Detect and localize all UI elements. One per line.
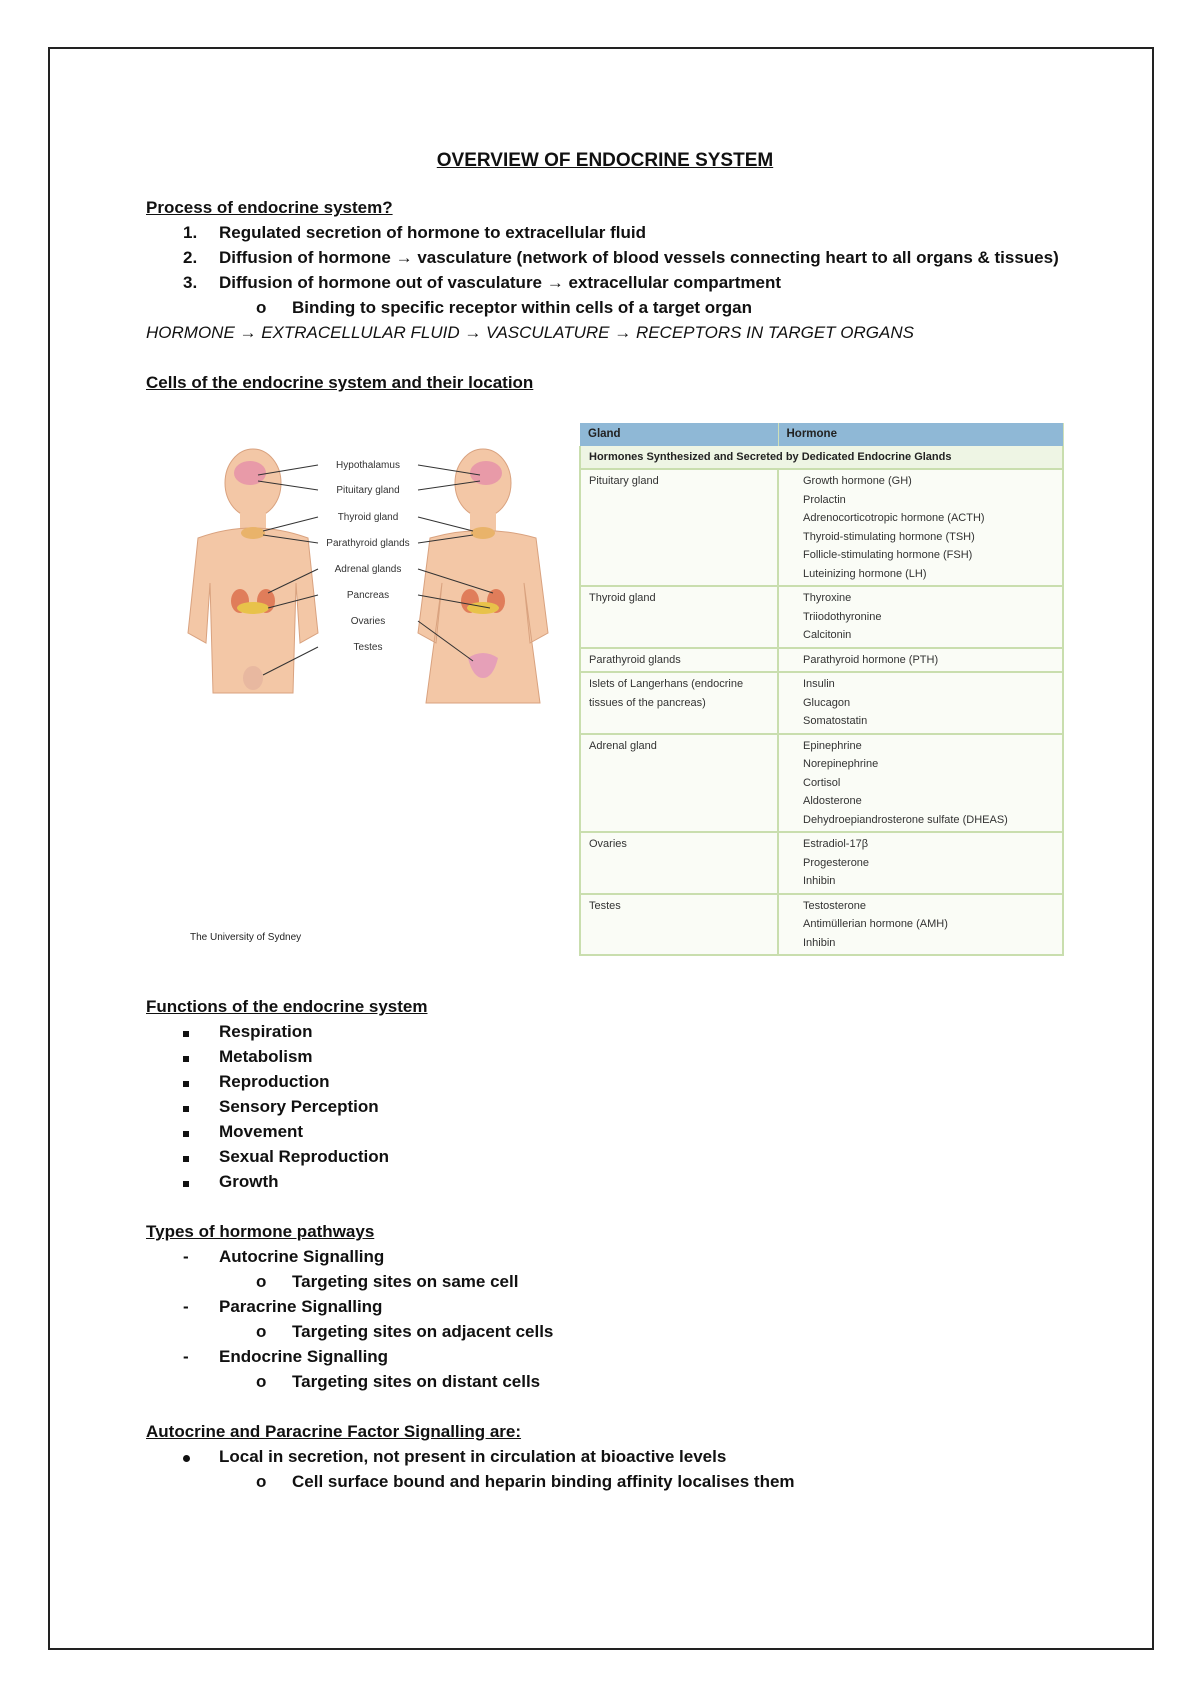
label-parathyroid: Parathyroid glands xyxy=(326,538,410,549)
bullet-square-icon xyxy=(183,1181,189,1187)
list-number: 1. xyxy=(183,223,198,242)
list-item xyxy=(146,1094,1096,1119)
list-text: Growth xyxy=(219,1172,279,1191)
list-text: Binding to specific receptor within cells of a target organ xyxy=(292,298,753,317)
pathways-list xyxy=(146,1244,1096,1394)
bullet-square-icon xyxy=(183,1056,189,1062)
list-item xyxy=(146,1019,1096,1044)
table-row xyxy=(580,648,1063,673)
bullet-dot-icon xyxy=(183,1455,190,1462)
list-item xyxy=(146,1069,1096,1094)
list-text: Endocrine Signalling xyxy=(219,1347,389,1366)
factor-heading: Autocrine and Paracrine Factor Signalling are: xyxy=(146,1422,522,1441)
sub-list-item xyxy=(146,295,1096,320)
page-title: OVERVIEW OF ENDOCRINE SYSTEM xyxy=(436,150,774,171)
col-gland-header: Gland xyxy=(580,423,778,446)
hormone-cell: Epinephrine Norepinephrine Cortisol Aldosterone Dehydroepiandrosterone sulfate (DHEAS) xyxy=(778,734,1063,833)
table-row xyxy=(580,469,1063,586)
sub-marker: o xyxy=(256,1372,267,1391)
gland-cell: Parathyroid glands xyxy=(580,648,778,673)
list-text: Sensory Perception xyxy=(219,1097,379,1116)
list-text: Sexual Reproduction xyxy=(219,1147,390,1166)
dash-marker: - xyxy=(183,1347,189,1366)
table-group-row xyxy=(580,446,1063,470)
figure-credit: The University of Sydney xyxy=(190,932,302,943)
list-item xyxy=(146,270,1096,295)
pathways-section xyxy=(146,1219,1096,1394)
process-section xyxy=(146,195,1096,345)
list-number: 2. xyxy=(183,248,198,267)
gland-cell: Islets of Langerhans (endocrine tissues of the pancreas) xyxy=(580,672,778,734)
list-text: Regulated secretion of hormone to extracellular fluid xyxy=(219,223,646,242)
col-hormone-header: Hormone xyxy=(778,423,1063,446)
dash-marker: - xyxy=(183,1247,189,1266)
hormone-cell: Estradiol-17β Progesterone Inhibin xyxy=(778,832,1063,894)
table-row xyxy=(580,734,1063,833)
anatomy-figure xyxy=(168,443,568,733)
list-item xyxy=(146,220,1096,245)
label-testes: Testes xyxy=(353,642,383,653)
sub-list-item xyxy=(146,1319,1096,1344)
bullet-square-icon xyxy=(183,1106,189,1112)
list-text: Autocrine Signalling xyxy=(219,1247,385,1266)
table-row xyxy=(580,894,1063,956)
hormone-cell: Thyroxine Triiodothyronine Calcitonin xyxy=(778,586,1063,648)
gland-cell: Pituitary gland xyxy=(580,469,778,586)
sub-marker: o xyxy=(256,1272,267,1291)
list-text: Respiration xyxy=(219,1022,313,1041)
sub-marker: o xyxy=(256,298,267,317)
document-body xyxy=(146,148,1096,1519)
list-item xyxy=(146,1444,1096,1469)
list-text: Paracrine Signalling xyxy=(219,1297,383,1316)
gland-cell: Adrenal gland xyxy=(580,734,778,833)
gland-cell: Thyroid gland xyxy=(580,586,778,648)
label-ovaries: Ovaries xyxy=(350,616,386,627)
table-header-row xyxy=(580,423,1063,446)
list-item xyxy=(146,1344,1096,1369)
list-text: Targeting sites on distant cells xyxy=(292,1372,541,1391)
label-adrenal: Adrenal glands xyxy=(334,564,402,575)
table-row xyxy=(580,672,1063,734)
list-item xyxy=(146,1294,1096,1319)
hormone-cell: Testosterone Antimüllerian hormone (AMH) Inhibin xyxy=(778,894,1063,956)
list-text: Diffusion of hormone → vasculature (network of blood vessels connecting heart to all organs & tissues) xyxy=(219,248,1059,267)
cells-heading: Cells of the endocrine system and their location xyxy=(146,373,534,392)
list-text: Reproduction xyxy=(219,1072,330,1091)
functions-list xyxy=(146,1019,1096,1194)
functions-section xyxy=(146,994,1096,1194)
sub-marker: o xyxy=(256,1322,267,1341)
list-item xyxy=(146,245,1096,270)
list-text: Targeting sites on adjacent cells xyxy=(292,1322,554,1341)
list-text: Movement xyxy=(219,1122,304,1141)
list-item xyxy=(146,1244,1096,1269)
bullet-square-icon xyxy=(183,1081,189,1087)
pathways-heading: Types of hormone pathways xyxy=(146,1222,375,1241)
sub-list-item xyxy=(146,1369,1096,1394)
functions-heading: Functions of the endocrine system xyxy=(146,997,428,1016)
list-text: Local in secretion, not present in circulation at bioactive levels xyxy=(219,1447,727,1466)
gland-cell: Ovaries xyxy=(580,832,778,894)
list-item xyxy=(146,1169,1096,1194)
list-item xyxy=(146,1119,1096,1144)
flow-summary: HORMONE → EXTRACELLULAR FLUID → VASCULATURE → RECEPTORS IN TARGET ORGANS xyxy=(146,323,914,342)
gland-cell: Testes xyxy=(580,894,778,956)
hormone-table xyxy=(579,423,1064,956)
sub-list-item xyxy=(146,1269,1096,1294)
bullet-square-icon xyxy=(183,1131,189,1137)
cells-section xyxy=(146,370,1096,986)
label-pituitary: Pituitary gland xyxy=(336,485,400,496)
hormone-cell: Parathyroid hormone (PTH) xyxy=(778,648,1063,673)
dash-marker: - xyxy=(183,1297,189,1316)
sub-list-item xyxy=(146,1469,1096,1494)
table-body xyxy=(580,446,1063,956)
list-item xyxy=(146,1044,1096,1069)
list-text: Metabolism xyxy=(219,1047,313,1066)
table-group-label: Hormones Synthesized and Secreted by Dedicated Endocrine Glands xyxy=(580,446,1063,470)
list-number: 3. xyxy=(183,273,198,292)
sub-marker: o xyxy=(256,1472,267,1491)
label-thyroid: Thyroid gland xyxy=(337,512,399,523)
process-heading: Process of endocrine system? xyxy=(146,198,393,217)
label-hypothalamus: Hypothalamus xyxy=(336,460,400,471)
figure-area xyxy=(146,401,1096,986)
hormone-cell: Insulin Glucagon Somatostatin xyxy=(778,672,1063,734)
table-row xyxy=(580,832,1063,894)
list-item xyxy=(146,1144,1096,1169)
bullet-square-icon xyxy=(183,1031,189,1037)
list-text: Diffusion of hormone out of vasculature → extracellular compartment xyxy=(219,273,782,292)
label-pancreas: Pancreas xyxy=(346,590,390,601)
bullet-square-icon xyxy=(183,1156,189,1162)
list-text: Cell surface bound and heparin binding affinity localises them xyxy=(292,1472,795,1491)
hormone-cell: Growth hormone (GH) Prolactin Adrenocorticotropic hormone (ACTH) Thyroid-stimulating hormone (TSH) Follicle-stimulating hormone (FSH) Luteinizing hormone (LH) xyxy=(778,469,1063,586)
list-text: Targeting sites on same cell xyxy=(292,1272,519,1291)
factor-section xyxy=(146,1419,1096,1494)
table-row xyxy=(580,586,1063,648)
